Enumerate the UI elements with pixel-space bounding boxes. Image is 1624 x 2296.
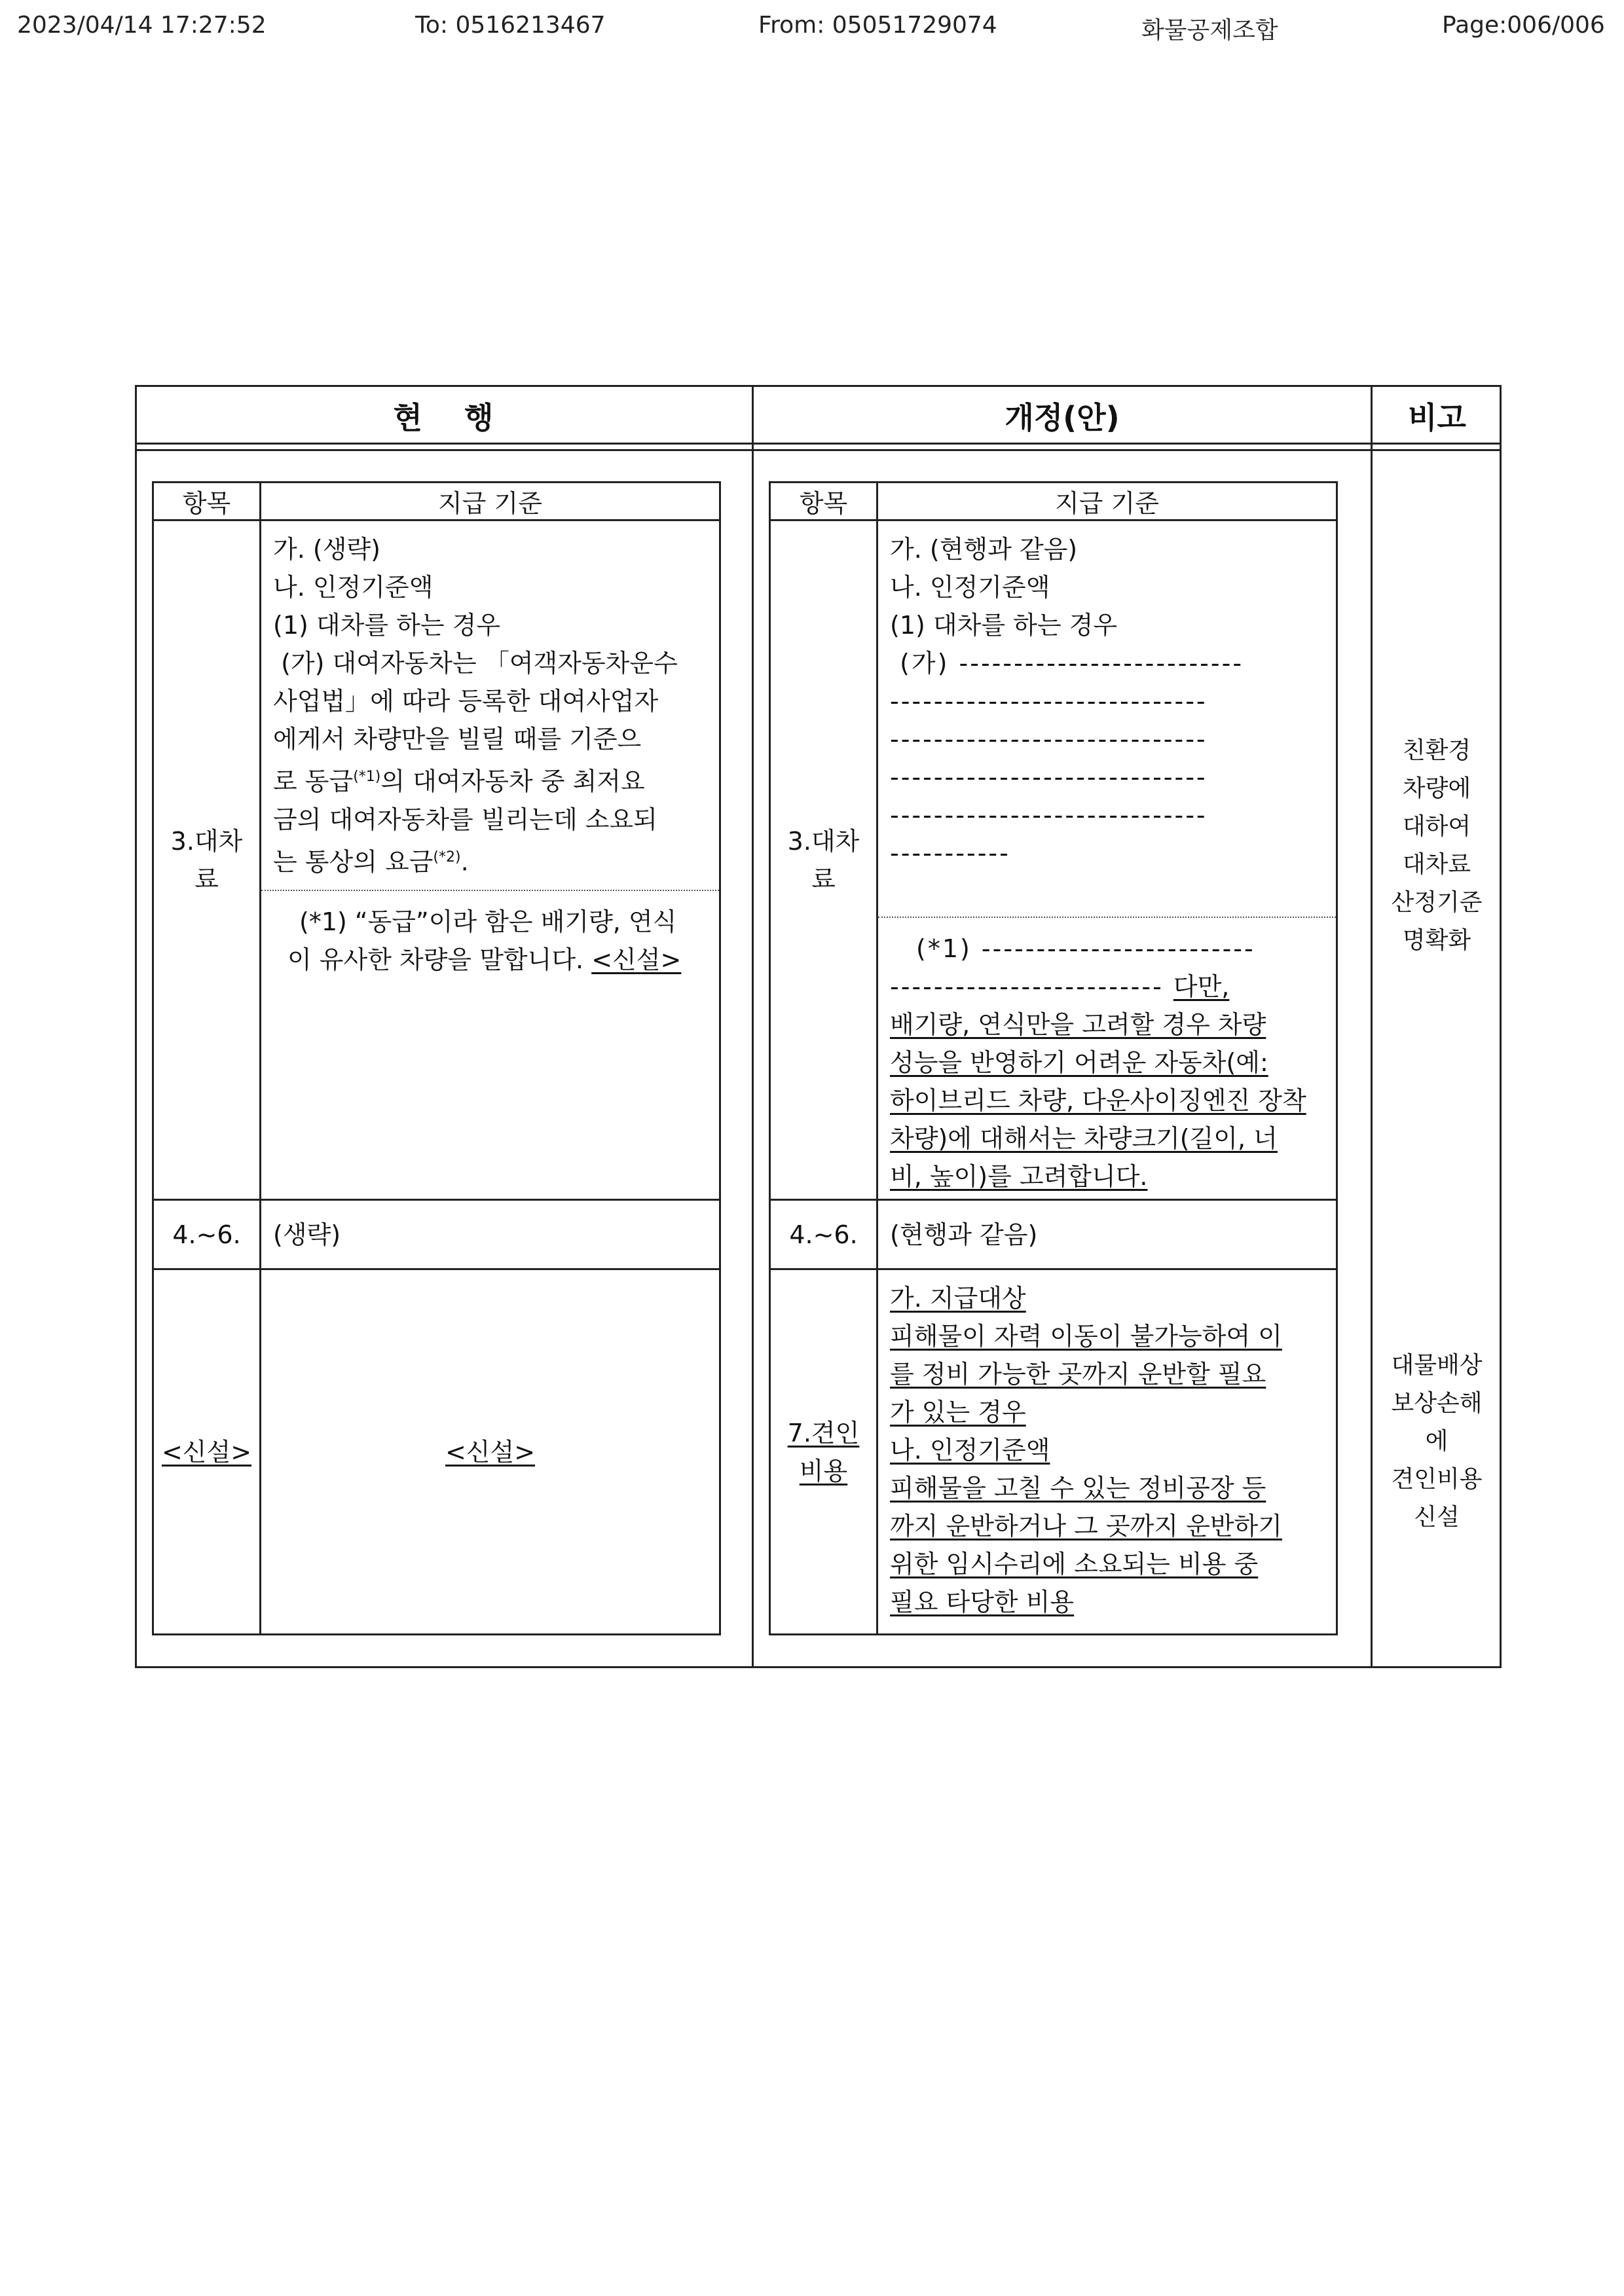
fax-sender: 화물공제조합 (1141, 17, 1278, 44)
revised-4-6-text: (현행과 같음) (877, 1200, 1337, 1269)
revised-footnote-prefix: (*1) ------------------------- (916, 934, 1255, 963)
header-criteria: 지급 기준 (877, 483, 1337, 520)
revised-item-4-6: 4.~6. (770, 1200, 877, 1269)
current-rental-criteria: 가. (생략) 나. 인정기준액 (1) 대차를 하는 경우 (가) 대여자동차는 「여객자동차운수 사업법」에 따라 등록한 대여사업자 에게서 차량만을 빌릴 때를 기준으 로 동급$^{(*1)}$의 대여자동차 중 최저요 금의 대여자동차를 빌리는데 소요되 는 통상의 요금$^{(*2)}$. (*1) “동급”이라 함은 배기량, 연식 이 유사한 차량을 말합니다. <신설> (261, 520, 720, 1200)
revised-item-rental: 3.대차 료 (770, 520, 877, 1200)
header-criteria: 지급 기준 (261, 483, 720, 520)
footnote-ref-2: (*2) (433, 848, 461, 866)
fax-to: To: 0516213467 (415, 12, 606, 39)
column-divider-1 (752, 385, 754, 1668)
current-item-4-6: 4.~6. (153, 1200, 261, 1269)
column-title-current: 현 행 (393, 400, 494, 435)
current-new-text: <신설> (261, 1269, 720, 1635)
fax-from: From: 05051729074 (758, 12, 997, 39)
revised-towing-criteria: 가. 지급대상 피해물이 자력 이동이 불가능하여 이 를 정비 가능한 곳까지 운반할 필요 가 있는 경우 나. 인정기준액 피해물을 고칠 수 있는 정비공장 등 까지 운반하거나 그 곳까지 운반하기 위한 임시수리에 소요되는 비용 중 필요 타당한 비용 (877, 1269, 1337, 1635)
column-title-remarks: 비고 (1408, 400, 1466, 435)
header-rule (135, 443, 1502, 445)
fax-datetime: 2023/04/14 17:27:52 (17, 12, 267, 39)
remark-towing-cost: 대물배상 보상손해 에 견인비용 신설 (1391, 1352, 1483, 1531)
fax-page: Page:006/006 (1442, 12, 1605, 39)
header-item: 항목 (770, 483, 877, 520)
current-criteria-table (152, 481, 721, 1635)
current-item-new: <신설> (153, 1269, 261, 1635)
revised-rental-criteria: 가. (현행과 같음) 나. 인정기준액 (1) 대차를 하는 경우 (가) -------------------------- ----------------------------- ----------------------------- ----------------------------- ----------------------------- ----------- (*1) ------------------------- ------------------------- 다만, 배기량, 연식만을 고려할 경우 차량 성능을 반영하기 어려운 자동차(예: 하이브리드 차량, 다운사이징엔진 장착 차량)에 대해서는 차량크기(길이, 너 비, 높이)를 고려합니다. (877, 520, 1337, 1200)
new-provision-mark: <신설> (591, 945, 682, 975)
current-4-6-text: (생략) (261, 1200, 720, 1269)
revised-criteria-table (769, 481, 1338, 1635)
current-footnote: (*1) “동급”이라 함은 배기량, 연식 (299, 907, 677, 937)
footnote-ref-1: (*1) (353, 769, 381, 785)
header-item: 항목 (153, 483, 261, 520)
current-item-rental: 3.대차 료 (153, 520, 261, 1200)
remark-eco-vehicle: 친환경 차량에 대하여 대차료 산정기준 명확화 (1391, 737, 1483, 954)
dotted-separator (261, 890, 719, 891)
header-rule-double (135, 449, 1502, 451)
column-title-revised: 개정(안) (1005, 400, 1120, 435)
dotted-separator (878, 917, 1336, 918)
revised-item-towing: 7.견인 비용 (770, 1269, 877, 1635)
